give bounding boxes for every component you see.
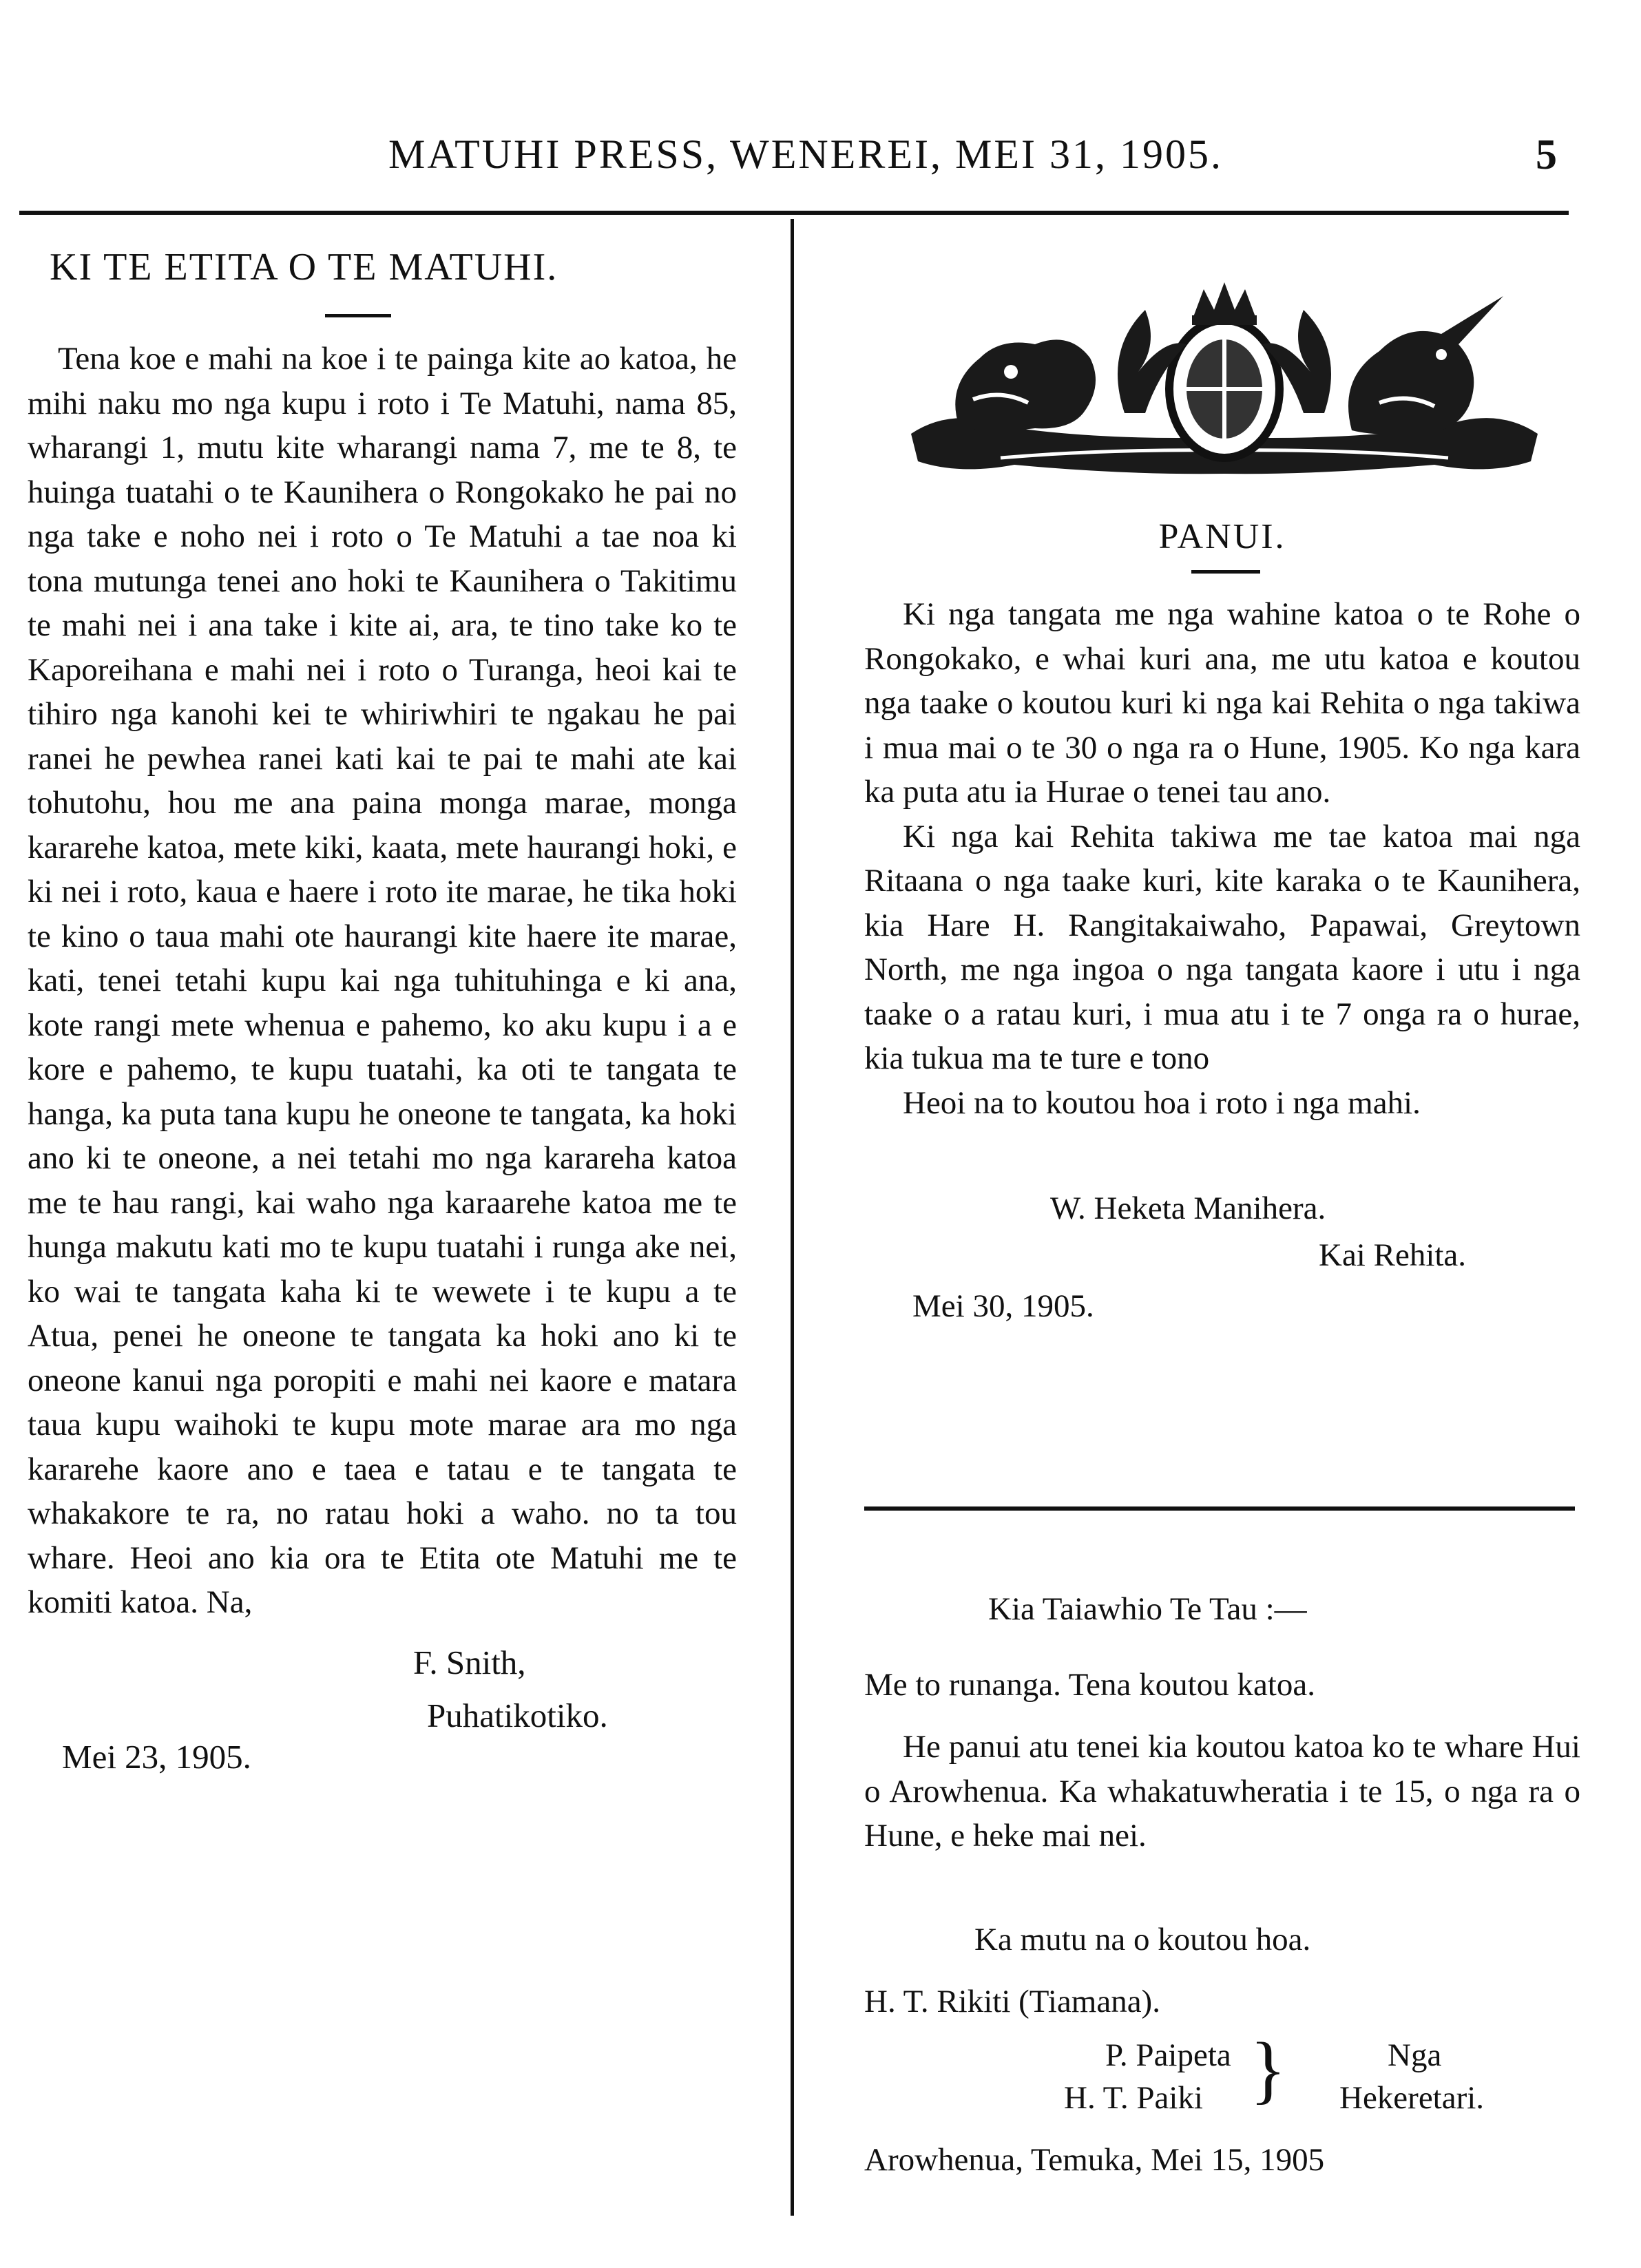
header-rule (19, 211, 1569, 215)
letter-title: KI TE ETITA O TE MATUHI. (50, 246, 558, 288)
panui-date: Mei 30, 1905. (912, 1288, 1094, 1324)
page-number: 5 (1536, 132, 1557, 178)
left-column (28, 241, 737, 1778)
panui-title-rule (1191, 570, 1260, 574)
panui-title: PANUI. (1158, 517, 1286, 556)
notice-paragraph: He panui atu tenei kia koutou katoa ko te whare Hui o Arowhenua. Ka whakatuwheratia i te 15, o nga ra o Hune, e heke mai nei. (864, 1729, 1580, 1854)
panui-signature: W. Heketa Manihera. (1050, 1190, 1326, 1226)
royal-crest-icon (897, 269, 1551, 489)
panui-paragraph: Ki nga tangata me nga wahine katoa o te Rohe o Rongokako, e whai kuri ana, me utu katoa e koutou nga taake o koutou kuri ki nga kai Rehita o nga takiwa i mua mai o te 30 o nga ra o Hune, 1905. Ko nga kara ka puta atu ia Hurae o tenei tau ano. (864, 596, 1580, 810)
notice-closing: Ka mutu na o koutou hoa. (974, 1922, 1311, 1957)
newspaper-header-title: MATUHI PRESS, WENEREI, MEI 31, 1905. (388, 132, 1223, 177)
column-divider (791, 219, 794, 2216)
page-header (0, 131, 1641, 193)
notice-brace: } (1250, 2027, 1286, 2111)
notice-separator-rule (864, 1506, 1575, 1511)
notice-place-date: Arowhenua, Temuka, Mei 15, 1905 (864, 2142, 1325, 2178)
notice-role-line-2: Hekeretari. (1339, 2080, 1485, 2116)
notice-heading: Kia Taiawhio Te Tau :— (988, 1591, 1307, 1627)
letter-date: Mei 23, 1905. (62, 1737, 251, 1776)
panui-body (864, 592, 1580, 1125)
notice-role-line-1: Nga (1388, 2037, 1442, 2073)
letter-signature: F. Snith, (413, 1643, 526, 1681)
notice-body (864, 1725, 1580, 1858)
letter-title-rule (325, 314, 391, 317)
letter-place: Puhatikotiko. (427, 1696, 608, 1734)
panui-paragraph: Heoi na to koutou hoa i roto i nga mahi. (903, 1084, 1421, 1121)
notice-secretary-2: H. T. Paiki (1064, 2080, 1203, 2116)
notice-greeting: Me to runanga. Tena koutou katoa. (864, 1667, 1315, 1703)
panui-paragraph: Ki nga kai Rehita takiwa me tae katoa mai nga Ritaana o nga taake kuri, kite karaka o te Kaunihera, kia Hare H. Rangitakaiwaho, Papawai, Greytown North, me nga ingoa o nga tangata kaore i utu i nga taake o a ratau kuri, i mua atu i te 7 onga ra o hurae, kia tukua ma te ture e tono (864, 818, 1580, 1076)
letter-footer (28, 1696, 737, 1778)
panui-role: Kai Rehita. (1319, 1237, 1467, 1273)
notice-secretary-1: P. Paipeta (1105, 2037, 1231, 2073)
notice-chair: H. T. Rikiti (Tiamana). (864, 1984, 1160, 2019)
letter-body: Tena koe e mahi na koe i te painga kite ao katoa, he mihi naku mo nga kupu i roto i Te Matuhi, nama 85, wharangi 1, mutu kite wharangi nama 7, me te 8, te huinga tuatahi o te Kaunihera o Rongokako he pai no nga take e noho nei i roto o Te Matuhi a tae noa ki tona mutunga tenei ano hoki te Kaunihera o Takitimu te mahi nei i ana take i kite ai, ara, te tino take ko te Kaporeihana e mahi nei i roto o Turanga, heoi kai te tihiro nga kanohi kei te whiriwhiri te ngakau he pai ranei he pewhea ranei kati kai te pai te mahi ate kai tohutohu, hou me ana paina monga marae, monga kararehe katoa, mete kiki, kaata, mete haurangi hoki, e ki nei i roto, kaua e haere i roto ite marae, he tika hoki te kino o taua mahi ote haurangi kite haere ite marae, kati, tenei tetahi kupu kai nga tuhituhinga e ki ana, kote rangi mete whenua e pahemo, ko aku kupu i a e kore e pahemo, te kupu tuatahi, ka oti te tangata te hanga, ka puta tana kupu he oneone te tangata, ka hoki ano ki te oneone, a nei tetahi mo nga karareha katoa me te hau rangi, kai waho nga karaarehe katoa me te hunga makutu kati mo te kupu tuatahi i runga ake nei, ko wai te tangata kaha ki te wewete i te kupu a te Atua, penei he oneone te tangata ka hoki ano ki te oneone kanui nga poropiti e mahi nei kaore e matara taua kupu waihoki te kupu mote marae ara mo nga kararehe kaore ano e taea e tatau e te tangata te whakakore te ra, no ratau hoki a waho. no ta tou whare. Heoi ano kia ora te Etita ote Matuhi me te komiti katoa. Na, (28, 341, 737, 1620)
